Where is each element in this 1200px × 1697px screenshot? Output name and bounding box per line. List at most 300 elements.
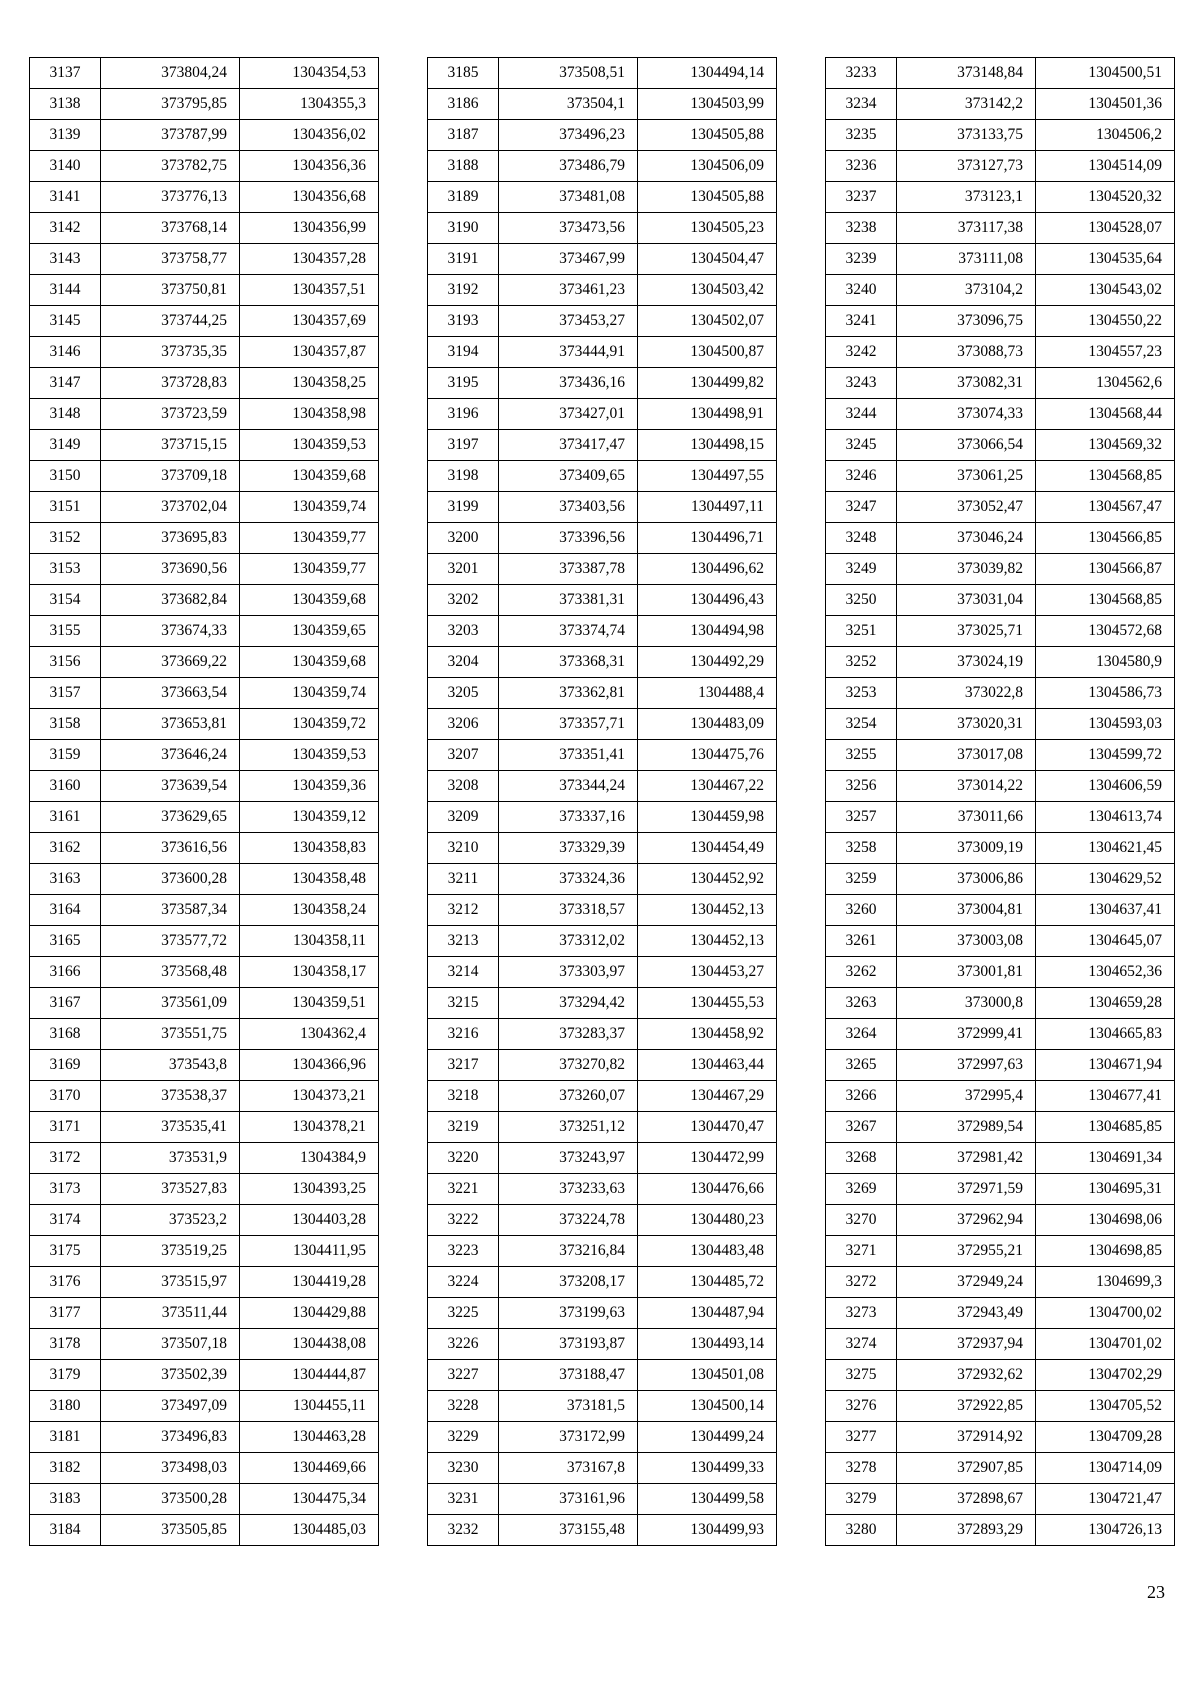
y-coordinate-cell: 1304469,66 xyxy=(240,1453,379,1484)
y-coordinate-cell: 1304359,72 xyxy=(240,709,379,740)
point-number-cell: 3202 xyxy=(428,585,499,616)
point-number-cell: 3270 xyxy=(826,1205,897,1236)
point-number-cell: 3220 xyxy=(428,1143,499,1174)
table-row xyxy=(428,120,777,151)
table-row xyxy=(826,1484,1175,1515)
y-coordinate-cell: 1304503,42 xyxy=(638,275,777,306)
point-number-cell: 3149 xyxy=(30,430,101,461)
x-coordinate-cell: 373669,22 xyxy=(101,647,240,678)
point-number-cell: 3182 xyxy=(30,1453,101,1484)
x-coordinate-cell: 373142,2 xyxy=(897,89,1036,120)
point-number-cell: 3204 xyxy=(428,647,499,678)
table-row xyxy=(428,802,777,833)
point-number-cell: 3256 xyxy=(826,771,897,802)
y-coordinate-cell: 1304355,3 xyxy=(240,89,379,120)
point-number-cell: 3192 xyxy=(428,275,499,306)
point-number-cell: 3190 xyxy=(428,213,499,244)
x-coordinate-cell: 373715,15 xyxy=(101,430,240,461)
y-coordinate-cell: 1304483,09 xyxy=(638,709,777,740)
y-coordinate-cell: 1304566,85 xyxy=(1036,523,1175,554)
point-number-cell: 3193 xyxy=(428,306,499,337)
point-number-cell: 3226 xyxy=(428,1329,499,1360)
x-coordinate-cell: 373538,37 xyxy=(101,1081,240,1112)
y-coordinate-cell: 1304373,21 xyxy=(240,1081,379,1112)
table-row xyxy=(826,585,1175,616)
x-coordinate-cell: 373515,97 xyxy=(101,1267,240,1298)
y-coordinate-cell: 1304705,52 xyxy=(1036,1391,1175,1422)
point-number-cell: 3150 xyxy=(30,461,101,492)
table-row xyxy=(428,430,777,461)
x-coordinate-cell: 373587,34 xyxy=(101,895,240,926)
x-coordinate-cell: 373535,41 xyxy=(101,1112,240,1143)
table-row xyxy=(826,275,1175,306)
x-coordinate-cell: 373417,47 xyxy=(499,430,638,461)
y-coordinate-cell: 1304359,68 xyxy=(240,461,379,492)
table-row xyxy=(30,1329,379,1360)
table-row xyxy=(30,1422,379,1453)
y-coordinate-cell: 1304567,47 xyxy=(1036,492,1175,523)
y-coordinate-cell: 1304599,72 xyxy=(1036,740,1175,771)
x-coordinate-cell: 373507,18 xyxy=(101,1329,240,1360)
coordinates-table-2 xyxy=(427,57,777,1546)
y-coordinate-cell: 1304356,36 xyxy=(240,151,379,182)
point-number-cell: 3195 xyxy=(428,368,499,399)
x-coordinate-cell: 373486,79 xyxy=(499,151,638,182)
x-coordinate-cell: 373396,56 xyxy=(499,523,638,554)
x-coordinate-cell: 373074,33 xyxy=(897,399,1036,430)
x-coordinate-cell: 373723,59 xyxy=(101,399,240,430)
table-row xyxy=(826,1081,1175,1112)
table-row xyxy=(826,337,1175,368)
y-coordinate-cell: 1304520,32 xyxy=(1036,182,1175,213)
point-number-cell: 3244 xyxy=(826,399,897,430)
x-coordinate-cell: 373104,2 xyxy=(897,275,1036,306)
point-number-cell: 3243 xyxy=(826,368,897,399)
y-coordinate-cell: 1304359,74 xyxy=(240,492,379,523)
x-coordinate-cell: 373193,87 xyxy=(499,1329,638,1360)
x-coordinate-cell: 373568,48 xyxy=(101,957,240,988)
point-number-cell: 3252 xyxy=(826,647,897,678)
point-number-cell: 3251 xyxy=(826,616,897,647)
x-coordinate-cell: 373804,24 xyxy=(101,58,240,89)
y-coordinate-cell: 1304502,07 xyxy=(638,306,777,337)
point-number-cell: 3260 xyxy=(826,895,897,926)
point-number-cell: 3249 xyxy=(826,554,897,585)
table-row xyxy=(826,492,1175,523)
point-number-cell: 3218 xyxy=(428,1081,499,1112)
y-coordinate-cell: 1304498,91 xyxy=(638,399,777,430)
table-row xyxy=(428,58,777,89)
x-coordinate-cell: 373728,83 xyxy=(101,368,240,399)
y-coordinate-cell: 1304358,48 xyxy=(240,864,379,895)
table-row xyxy=(428,1081,777,1112)
table-row xyxy=(428,616,777,647)
point-number-cell: 3280 xyxy=(826,1515,897,1546)
point-number-cell: 3242 xyxy=(826,337,897,368)
point-number-cell: 3180 xyxy=(30,1391,101,1422)
x-coordinate-cell: 373003,08 xyxy=(897,926,1036,957)
x-coordinate-cell: 372949,24 xyxy=(897,1267,1036,1298)
table-row xyxy=(826,647,1175,678)
x-coordinate-cell: 372893,29 xyxy=(897,1515,1036,1546)
x-coordinate-cell: 372971,59 xyxy=(897,1174,1036,1205)
x-coordinate-cell: 373653,81 xyxy=(101,709,240,740)
table-row xyxy=(30,709,379,740)
y-coordinate-cell: 1304629,52 xyxy=(1036,864,1175,895)
point-number-cell: 3230 xyxy=(428,1453,499,1484)
table-row xyxy=(30,1050,379,1081)
x-coordinate-cell: 373744,25 xyxy=(101,306,240,337)
y-coordinate-cell: 1304721,47 xyxy=(1036,1484,1175,1515)
table-row xyxy=(428,709,777,740)
table-row xyxy=(826,771,1175,802)
point-number-cell: 3174 xyxy=(30,1205,101,1236)
table-row xyxy=(826,678,1175,709)
point-number-cell: 3203 xyxy=(428,616,499,647)
y-coordinate-cell: 1304359,77 xyxy=(240,523,379,554)
x-coordinate-cell: 373497,09 xyxy=(101,1391,240,1422)
point-number-cell: 3161 xyxy=(30,802,101,833)
x-coordinate-cell: 373381,31 xyxy=(499,585,638,616)
y-coordinate-cell: 1304357,69 xyxy=(240,306,379,337)
table-row xyxy=(30,89,379,120)
table-row xyxy=(428,1329,777,1360)
y-coordinate-cell: 1304458,92 xyxy=(638,1019,777,1050)
table-row xyxy=(428,1391,777,1422)
point-number-cell: 3271 xyxy=(826,1236,897,1267)
point-number-cell: 3138 xyxy=(30,89,101,120)
table-row xyxy=(826,58,1175,89)
x-coordinate-cell: 373324,36 xyxy=(499,864,638,895)
point-number-cell: 3155 xyxy=(30,616,101,647)
y-coordinate-cell: 1304472,99 xyxy=(638,1143,777,1174)
y-coordinate-cell: 1304695,31 xyxy=(1036,1174,1175,1205)
point-number-cell: 3197 xyxy=(428,430,499,461)
y-coordinate-cell: 1304557,23 xyxy=(1036,337,1175,368)
table-row xyxy=(826,306,1175,337)
x-coordinate-cell: 373011,66 xyxy=(897,802,1036,833)
table-row xyxy=(428,1236,777,1267)
x-coordinate-cell: 372989,54 xyxy=(897,1112,1036,1143)
y-coordinate-cell: 1304500,87 xyxy=(638,337,777,368)
point-number-cell: 3148 xyxy=(30,399,101,430)
x-coordinate-cell: 373133,75 xyxy=(897,120,1036,151)
point-number-cell: 3214 xyxy=(428,957,499,988)
x-coordinate-cell: 373782,75 xyxy=(101,151,240,182)
x-coordinate-cell: 372932,62 xyxy=(897,1360,1036,1391)
x-coordinate-cell: 373500,28 xyxy=(101,1484,240,1515)
point-number-cell: 3165 xyxy=(30,926,101,957)
table-row xyxy=(428,957,777,988)
x-coordinate-cell: 373270,82 xyxy=(499,1050,638,1081)
table-row xyxy=(428,368,777,399)
x-coordinate-cell: 373031,04 xyxy=(897,585,1036,616)
table-row xyxy=(30,523,379,554)
x-coordinate-cell: 373709,18 xyxy=(101,461,240,492)
table-row xyxy=(428,1515,777,1546)
x-coordinate-cell: 373224,78 xyxy=(499,1205,638,1236)
y-coordinate-cell: 1304487,94 xyxy=(638,1298,777,1329)
table-row xyxy=(428,988,777,1019)
point-number-cell: 3207 xyxy=(428,740,499,771)
x-coordinate-cell: 373123,1 xyxy=(897,182,1036,213)
table-row xyxy=(30,740,379,771)
table-row xyxy=(826,213,1175,244)
y-coordinate-cell: 1304503,99 xyxy=(638,89,777,120)
y-coordinate-cell: 1304419,28 xyxy=(240,1267,379,1298)
y-coordinate-cell: 1304504,47 xyxy=(638,244,777,275)
x-coordinate-cell: 373519,25 xyxy=(101,1236,240,1267)
table-row xyxy=(428,1019,777,1050)
table-row xyxy=(826,1329,1175,1360)
point-number-cell: 3276 xyxy=(826,1391,897,1422)
table-row xyxy=(826,1453,1175,1484)
y-coordinate-cell: 1304411,95 xyxy=(240,1236,379,1267)
point-number-cell: 3216 xyxy=(428,1019,499,1050)
point-number-cell: 3213 xyxy=(428,926,499,957)
point-number-cell: 3162 xyxy=(30,833,101,864)
table-row xyxy=(30,337,379,368)
point-number-cell: 3274 xyxy=(826,1329,897,1360)
point-number-cell: 3169 xyxy=(30,1050,101,1081)
table-row xyxy=(428,1050,777,1081)
point-number-cell: 3223 xyxy=(428,1236,499,1267)
x-coordinate-cell: 373000,8 xyxy=(897,988,1036,1019)
y-coordinate-cell: 1304455,53 xyxy=(638,988,777,1019)
y-coordinate-cell: 1304358,11 xyxy=(240,926,379,957)
y-coordinate-cell: 1304453,27 xyxy=(638,957,777,988)
table-row xyxy=(826,616,1175,647)
y-coordinate-cell: 1304700,02 xyxy=(1036,1298,1175,1329)
point-number-cell: 3142 xyxy=(30,213,101,244)
y-coordinate-cell: 1304645,07 xyxy=(1036,926,1175,957)
point-number-cell: 3210 xyxy=(428,833,499,864)
point-number-cell: 3269 xyxy=(826,1174,897,1205)
y-coordinate-cell: 1304499,93 xyxy=(638,1515,777,1546)
point-number-cell: 3171 xyxy=(30,1112,101,1143)
table-row xyxy=(826,1391,1175,1422)
y-coordinate-cell: 1304709,28 xyxy=(1036,1422,1175,1453)
y-coordinate-cell: 1304459,98 xyxy=(638,802,777,833)
y-coordinate-cell: 1304496,62 xyxy=(638,554,777,585)
table-row xyxy=(30,1298,379,1329)
point-number-cell: 3139 xyxy=(30,120,101,151)
y-coordinate-cell: 1304702,29 xyxy=(1036,1360,1175,1391)
x-coordinate-cell: 373155,48 xyxy=(499,1515,638,1546)
x-coordinate-cell: 373208,17 xyxy=(499,1267,638,1298)
table-row xyxy=(826,89,1175,120)
y-coordinate-cell: 1304485,03 xyxy=(240,1515,379,1546)
x-coordinate-cell: 372955,21 xyxy=(897,1236,1036,1267)
y-coordinate-cell: 1304566,87 xyxy=(1036,554,1175,585)
x-coordinate-cell: 373039,82 xyxy=(897,554,1036,585)
table-row xyxy=(826,1515,1175,1546)
y-coordinate-cell: 1304359,65 xyxy=(240,616,379,647)
y-coordinate-cell: 1304701,02 xyxy=(1036,1329,1175,1360)
table-row xyxy=(30,120,379,151)
x-coordinate-cell: 373096,75 xyxy=(897,306,1036,337)
x-coordinate-cell: 373024,19 xyxy=(897,647,1036,678)
x-coordinate-cell: 373318,57 xyxy=(499,895,638,926)
x-coordinate-cell: 373502,39 xyxy=(101,1360,240,1391)
point-number-cell: 3196 xyxy=(428,399,499,430)
table-row xyxy=(826,554,1175,585)
point-number-cell: 3208 xyxy=(428,771,499,802)
x-coordinate-cell: 373161,96 xyxy=(499,1484,638,1515)
point-number-cell: 3250 xyxy=(826,585,897,616)
y-coordinate-cell: 1304543,02 xyxy=(1036,275,1175,306)
table-row xyxy=(428,213,777,244)
x-coordinate-cell: 373374,74 xyxy=(499,616,638,647)
table-row xyxy=(30,647,379,678)
table-row xyxy=(428,678,777,709)
x-coordinate-cell: 373082,31 xyxy=(897,368,1036,399)
point-number-cell: 3262 xyxy=(826,957,897,988)
table-row xyxy=(428,1453,777,1484)
x-coordinate-cell: 373344,24 xyxy=(499,771,638,802)
point-number-cell: 3240 xyxy=(826,275,897,306)
y-coordinate-cell: 1304358,83 xyxy=(240,833,379,864)
y-coordinate-cell: 1304568,44 xyxy=(1036,399,1175,430)
table-row xyxy=(428,740,777,771)
table-row xyxy=(826,1143,1175,1174)
x-coordinate-cell: 373368,31 xyxy=(499,647,638,678)
x-coordinate-cell: 372914,92 xyxy=(897,1422,1036,1453)
y-coordinate-cell: 1304677,41 xyxy=(1036,1081,1175,1112)
y-coordinate-cell: 1304572,68 xyxy=(1036,616,1175,647)
x-coordinate-cell: 373351,41 xyxy=(499,740,638,771)
table-row xyxy=(30,1453,379,1484)
page-number: 23 xyxy=(1147,1582,1165,1602)
x-coordinate-cell: 372943,49 xyxy=(897,1298,1036,1329)
y-coordinate-cell: 1304501,36 xyxy=(1036,89,1175,120)
y-coordinate-cell: 1304505,88 xyxy=(638,120,777,151)
point-number-cell: 3268 xyxy=(826,1143,897,1174)
point-number-cell: 3156 xyxy=(30,647,101,678)
point-number-cell: 3238 xyxy=(826,213,897,244)
y-coordinate-cell: 1304393,25 xyxy=(240,1174,379,1205)
y-coordinate-cell: 1304384,9 xyxy=(240,1143,379,1174)
point-number-cell: 3153 xyxy=(30,554,101,585)
x-coordinate-cell: 373052,47 xyxy=(897,492,1036,523)
x-coordinate-cell: 373523,2 xyxy=(101,1205,240,1236)
y-coordinate-cell: 1304359,77 xyxy=(240,554,379,585)
point-number-cell: 3245 xyxy=(826,430,897,461)
y-coordinate-cell: 1304726,13 xyxy=(1036,1515,1175,1546)
point-number-cell: 3225 xyxy=(428,1298,499,1329)
x-coordinate-cell: 373260,07 xyxy=(499,1081,638,1112)
x-coordinate-cell: 373387,78 xyxy=(499,554,638,585)
y-coordinate-cell: 1304485,72 xyxy=(638,1267,777,1298)
point-number-cell: 3278 xyxy=(826,1453,897,1484)
table-row xyxy=(826,182,1175,213)
table-row xyxy=(826,740,1175,771)
x-coordinate-cell: 373787,99 xyxy=(101,120,240,151)
table-row xyxy=(30,275,379,306)
table-row xyxy=(30,1267,379,1298)
y-coordinate-cell: 1304586,73 xyxy=(1036,678,1175,709)
y-coordinate-cell: 1304359,53 xyxy=(240,430,379,461)
table-row xyxy=(30,1174,379,1205)
table-row xyxy=(826,988,1175,1019)
x-coordinate-cell: 373444,91 xyxy=(499,337,638,368)
y-coordinate-cell: 1304359,36 xyxy=(240,771,379,802)
y-coordinate-cell: 1304470,47 xyxy=(638,1112,777,1143)
point-number-cell: 3201 xyxy=(428,554,499,585)
table-row xyxy=(428,1298,777,1329)
table-row xyxy=(30,368,379,399)
table-row xyxy=(826,523,1175,554)
point-number-cell: 3160 xyxy=(30,771,101,802)
x-coordinate-cell: 373303,97 xyxy=(499,957,638,988)
x-coordinate-cell: 373009,19 xyxy=(897,833,1036,864)
x-coordinate-cell: 373531,9 xyxy=(101,1143,240,1174)
point-number-cell: 3254 xyxy=(826,709,897,740)
x-coordinate-cell: 373795,85 xyxy=(101,89,240,120)
table-row xyxy=(428,895,777,926)
y-coordinate-cell: 1304505,23 xyxy=(638,213,777,244)
table-row xyxy=(826,1205,1175,1236)
y-coordinate-cell: 1304454,49 xyxy=(638,833,777,864)
table-row xyxy=(428,1143,777,1174)
y-coordinate-cell: 1304691,34 xyxy=(1036,1143,1175,1174)
table-row xyxy=(428,1267,777,1298)
x-coordinate-cell: 373111,08 xyxy=(897,244,1036,275)
x-coordinate-cell: 372898,67 xyxy=(897,1484,1036,1515)
y-coordinate-cell: 1304613,74 xyxy=(1036,802,1175,833)
table-row xyxy=(30,151,379,182)
table-row xyxy=(428,492,777,523)
point-number-cell: 3140 xyxy=(30,151,101,182)
y-coordinate-cell: 1304621,45 xyxy=(1036,833,1175,864)
x-coordinate-cell: 372981,42 xyxy=(897,1143,1036,1174)
y-coordinate-cell: 1304714,09 xyxy=(1036,1453,1175,1484)
table-row xyxy=(428,926,777,957)
point-number-cell: 3184 xyxy=(30,1515,101,1546)
x-coordinate-cell: 372922,85 xyxy=(897,1391,1036,1422)
table-row xyxy=(826,368,1175,399)
x-coordinate-cell: 373172,99 xyxy=(499,1422,638,1453)
x-coordinate-cell: 373014,22 xyxy=(897,771,1036,802)
table-row xyxy=(428,182,777,213)
point-number-cell: 3147 xyxy=(30,368,101,399)
y-coordinate-cell: 1304505,88 xyxy=(638,182,777,213)
x-coordinate-cell: 373181,5 xyxy=(499,1391,638,1422)
table-row xyxy=(826,1112,1175,1143)
x-coordinate-cell: 373066,54 xyxy=(897,430,1036,461)
y-coordinate-cell: 1304359,12 xyxy=(240,802,379,833)
point-number-cell: 3266 xyxy=(826,1081,897,1112)
x-coordinate-cell: 373496,23 xyxy=(499,120,638,151)
table-row xyxy=(826,430,1175,461)
x-coordinate-cell: 373061,25 xyxy=(897,461,1036,492)
x-coordinate-cell: 373735,35 xyxy=(101,337,240,368)
point-number-cell: 3163 xyxy=(30,864,101,895)
y-coordinate-cell: 1304483,48 xyxy=(638,1236,777,1267)
x-coordinate-cell: 373543,8 xyxy=(101,1050,240,1081)
y-coordinate-cell: 1304480,23 xyxy=(638,1205,777,1236)
table-row xyxy=(30,554,379,585)
x-coordinate-cell: 373629,65 xyxy=(101,802,240,833)
table-row xyxy=(826,399,1175,430)
table-row xyxy=(30,957,379,988)
y-coordinate-cell: 1304438,08 xyxy=(240,1329,379,1360)
x-coordinate-cell: 373481,08 xyxy=(499,182,638,213)
point-number-cell: 3187 xyxy=(428,120,499,151)
x-coordinate-cell: 373473,56 xyxy=(499,213,638,244)
table-row xyxy=(428,523,777,554)
y-coordinate-cell: 1304499,33 xyxy=(638,1453,777,1484)
